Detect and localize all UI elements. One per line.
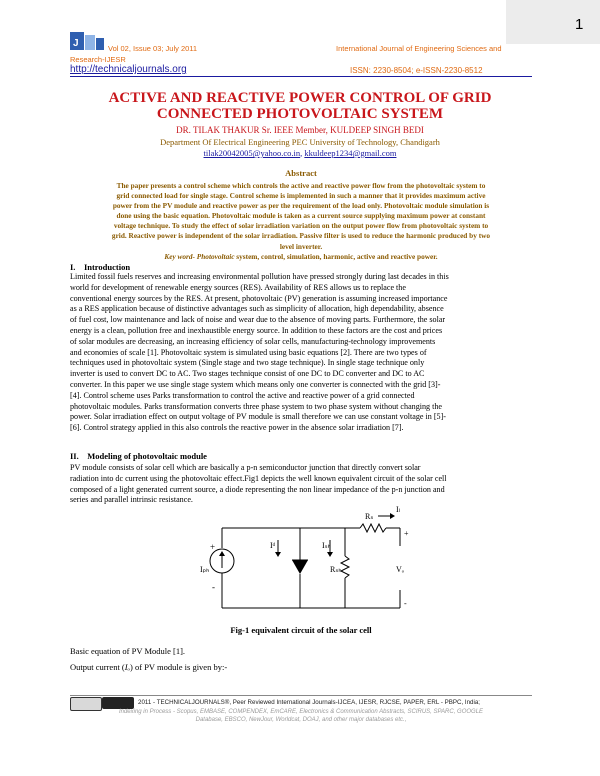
text-line: [6]. Control strategy applied in this also controls the reactive power in the absence solar irradiation [7]. <box>70 423 404 433</box>
section-1-title: Introduction <box>83 262 131 272</box>
abstract-heading: Abstract <box>285 168 317 178</box>
label-i: Iₗ <box>396 506 400 514</box>
header-volume: Vol 02, Issue 03; July 2011 <box>108 44 198 53</box>
header-journal: International Journal of Engineering Sciences and <box>336 44 502 53</box>
text-line: series and parallel intrinsic resistance. <box>70 495 193 505</box>
section-2-body <box>70 463 532 506</box>
text-line: power. Solar irradiation effect on output voltage of PV module is small therefore we can use constant voltage in [5]- <box>70 412 446 422</box>
header-research: Research-IJESR <box>70 55 126 64</box>
text-line: converter. In this paper we use single stage system which means only one converter is connected with the grid [3]- <box>70 379 441 389</box>
output-current-text-a: Output current ( <box>70 662 125 672</box>
email-link-1[interactable]: tilak20042005@yahoo.co.in <box>203 148 301 158</box>
section-2-title: Modeling of photovoltaic module <box>87 451 207 461</box>
label-ish: Iₛₕ <box>322 541 331 550</box>
paper-department: Department Of Electrical Engineering PEC University of Technology, Chandigarh <box>160 137 440 147</box>
text-line: Limited fossil fuels reserves and increasing environmental pollution have pressed strongly during last decades in this <box>70 272 449 281</box>
abstract-line: The paper presents a control scheme which controls the active and reactive power flow from the photovoltaic system to <box>116 181 486 190</box>
equivalent-circuit-figure <box>200 506 410 618</box>
header-divider <box>70 76 532 77</box>
text-line: energy is a clean, pollution free and inexhaustible energy source. In addition to these factors are the cost and prices <box>70 325 443 335</box>
label-minus: - <box>212 582 215 592</box>
text-line: and economies of scale [1]. Photovoltaic system is simulated using basic equations [2]. There are two types of <box>70 347 427 357</box>
text-line: composed of a light generated current source, a diode representing the non linear impedance of the p-n junction and <box>70 484 445 494</box>
journal-logo-icon <box>70 30 110 52</box>
output-current-line <box>70 662 227 672</box>
abstract-line: level inverter. <box>279 241 323 251</box>
section-2-heading <box>70 451 207 461</box>
abstract-line: voltage technique. To study the effect of solar irradiation variation on the output power flow from photovoltaic system to <box>113 221 489 231</box>
paper-title-line2: CONNECTED PHOTOVOLTAIC SYSTEM <box>156 106 444 122</box>
label-rsh: Rₛₕ <box>330 565 342 574</box>
abstract-body <box>78 181 524 252</box>
section-1-body <box>70 272 532 434</box>
page-corner <box>506 0 600 44</box>
text-line: inverter is used to convert DC to AC. Two stages technique consist of one DC to DC converter and DC to AC <box>70 369 425 379</box>
abstract-line: power from the PV module and reactive power as per the requirement of the load only. Photovoltaic module simulation is <box>112 201 490 211</box>
footer-index-line: Indexing in Process - Scopus, EMBASE, COMPENDEX, EmCARE, Electronics & Communication Abstracts, SCIRUS, SPARC, GOOGLE <box>118 709 484 715</box>
section-1-heading <box>70 262 130 272</box>
label-v: Vₒ <box>396 565 405 574</box>
label-plus: + <box>210 542 216 552</box>
label-id: Iᵈ <box>270 541 276 550</box>
header-issn: ISSN: 2230-8504; e-ISSN-2230-8512 <box>350 66 483 75</box>
text-line: techniques used in photovoltaic system (Single stage and two stage technique). In single stage technique only <box>70 358 425 368</box>
section-1-number: I. <box>70 262 76 272</box>
section-2-number: II. <box>70 451 79 461</box>
footer-indexing <box>70 708 532 724</box>
text-line: of solar modules are decreasing, an increasing efficiency of solar cells, manufacturing-technology improvements <box>70 336 436 346</box>
footer-index-line: Database, EBSCO, NewJour, Worldcat, DOAJ, and other major databases etc., <box>195 717 407 723</box>
label-iph: Iₚₕ <box>200 565 210 574</box>
output-current-symbol: Iₒ <box>124 662 131 672</box>
equation-intro: Basic equation of PV Module [1]. <box>70 646 186 656</box>
keywords <box>78 252 524 261</box>
footer-divider <box>70 695 532 696</box>
page-number: 1 <box>575 16 584 33</box>
text-line: as a RES application because of distinctive advantages such as simplicity of allocation, high dependability, absence <box>70 304 444 314</box>
paper-emails: tilak20042005@yahoo.co.in, kkuldeep1234@gmail.com <box>203 148 397 158</box>
paper-title-line1: ACTIVE AND REACTIVE POWER CONTROL OF GRID <box>108 90 492 106</box>
text-line: radiation into dc current using the photovoltaic effect.Fig1 depicts the well known equivalent circuit of the solar cell <box>70 473 447 483</box>
text-line: [4]. Control scheme uses Parks transformation to control the active and reactive power of a grid connected <box>70 390 415 400</box>
text-line: conventional energy sources by the RES. At present, photovoltaic (PV) generation is assuming increased importance <box>70 293 448 303</box>
label-minus-out: - <box>404 599 407 608</box>
keywords-text: system, control, simulation, harmonic, active and reactive power. <box>234 252 438 261</box>
text-line: photovoltaic modules. Parks transformation converts three phase system to two phase system without changing the <box>70 401 443 411</box>
footer-copyright: 2011 - TECHNICALJOURNALS®, Peer Reviewed International Journals-IJCEA, IJESR, RJCSE, PAPER, ERL - PBPC, India; <box>138 699 481 706</box>
abstract-line: grid. Reactive power is independent of the solar irradiation. Passive filter is used to reduce the harmonic produced by two <box>111 231 491 241</box>
text-line: PV module consists of solar cell which are basically a p-n semiconductor junction that directly convert solar <box>70 463 421 472</box>
svg-text:J: J <box>73 38 79 49</box>
email-link-2[interactable]: kkuldeep1234@gmail.com <box>304 148 397 158</box>
figure-caption: Fig-1 equivalent circuit of the solar cell <box>230 625 372 635</box>
output-current-text-b: ) of PV module is given by:- <box>130 662 228 672</box>
paper-authors: DR. TILAK THAKUR Sr. IEEE Member, KULDEEP SINGH BEDI <box>176 125 424 135</box>
text-line: world for development of renewable energy sources (RES). Availability of RES allows us to replace the <box>70 282 406 292</box>
abstract-line: done using the basic equation. Photovoltaic module is taken as a current source supplying maximum power at constant <box>116 211 486 221</box>
abstract-line: grid connected load for single stage. Control scheme is implemented in such a manner that it provides maximum active <box>116 191 486 201</box>
header-url-link[interactable]: http://technicaljournals.org <box>70 64 187 75</box>
label-rs: Rₛ <box>365 512 374 521</box>
label-plus-out: + <box>404 529 409 538</box>
text-line: of fuel cost, low maintenance and lack of noise and wear due to the absence of moving parts. Furthermore, the solar <box>70 315 446 325</box>
keywords-label: Key word- Photovoltaic <box>164 252 235 261</box>
